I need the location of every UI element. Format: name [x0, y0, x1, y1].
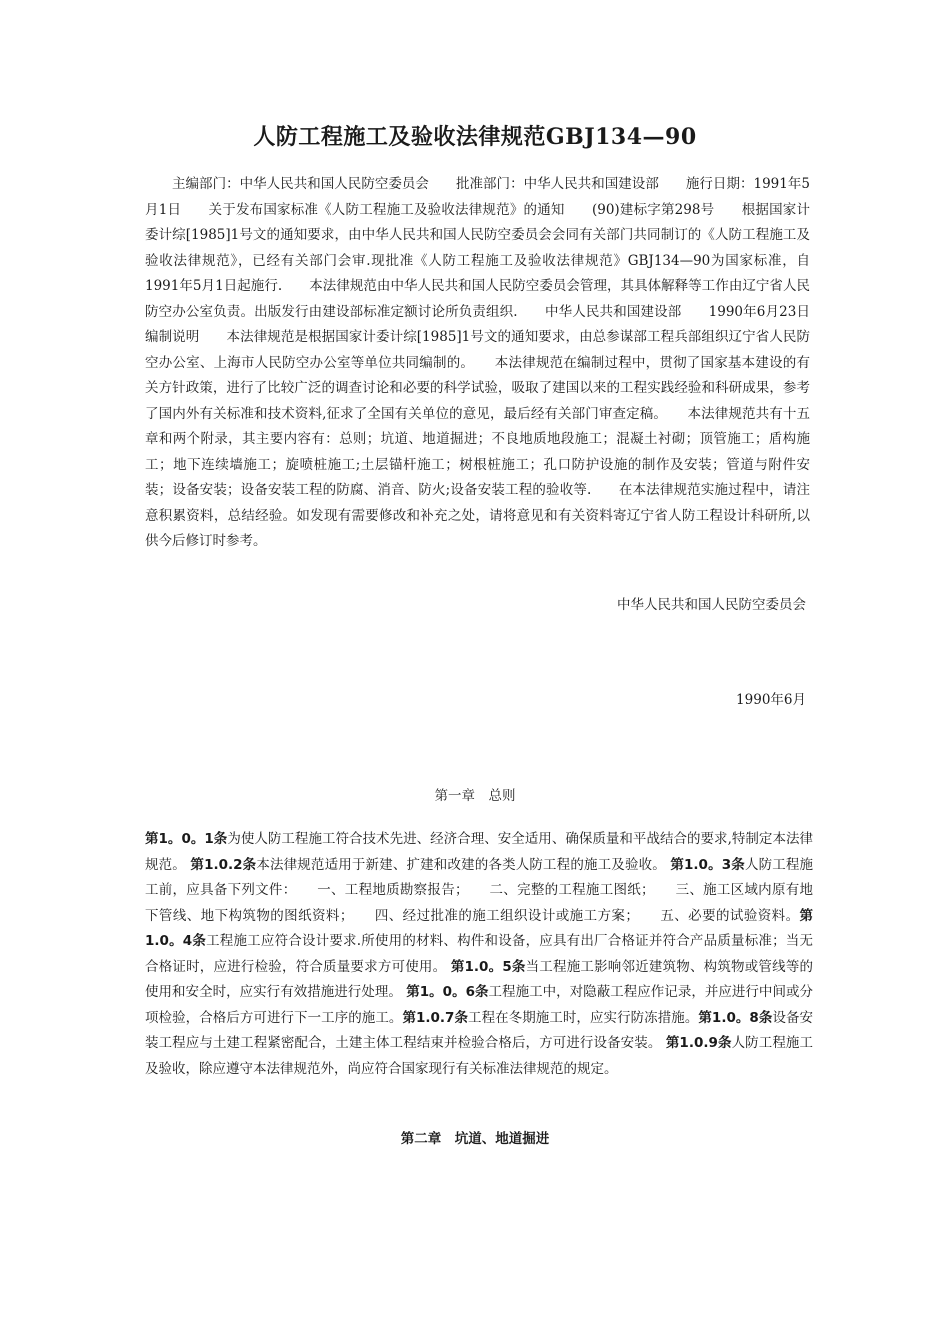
chapter-1-heading: 第一章 总则 — [434, 788, 516, 804]
article-text: 设备安装工程应与土建工程紧密配合，土建主体工程结束并检验合格后，方可进行设备安装。 — [145, 1009, 814, 1051]
document-title: 人防工程施工及验收法律规范GBJ134—90 — [253, 124, 697, 150]
signature-organization: 中华人民共和国人民防空委员会 — [617, 597, 806, 613]
article-label: 第1。0。6条 — [406, 984, 489, 1000]
article-text: 人防工程施工前，应具备下列文件： 一、工程地质勘察报告； 二、完整的工程施工图纸； 三、施工区域内原有地下管线、地下构筑物的图纸资料； 四、经过批准的施工组织设计或施工方案； 五、必要的试验资料。 — [145, 856, 814, 924]
preface-paragraph: 主编部门：中华人民共和国人民防空委员会 批准部门：中华人民共和国建设部 施行日期：1991年5月1日 关于发布国家标准《人防工程施工及验收法律规范》的通知 (90)建标字第298号 根据国家计委计综[1985]1号文的通知要求，由中华人民共和国人民防空委员会会同有关部门共同制订的《人防工程施工及验收法律规范》，已经有关部门会审.现批准《人防工程施工及验收法律规范》GBJ134—90为国家标准，自1991年5月1日起施行. 本法律规范由中华人民共和国人民防空委员会管理，其具体解释等工作由辽宁省人民防空办公室负责。出版发行由建设部标准定额讨论所负责组织. 中华人民共和国建设部 1990年6月23日 编制说明 本法律规范是根据国家计委计综[1985]1号文的通知要求，由总参谋部工程兵部组织辽宁省人民防空办公室、上海市人民防空办公室等单位共同编制的。 本法律规范在编制过程中，贯彻了国家基本建设的有关方针政策，进行了比较广泛的调查讨论和必要的科学试验，吸取了建国以来的工程实践经验和科研成果，参考了国内外有关标准和技术资料,征求了全国有关单位的意见，最后经有关部门审查定稿。 本法律规范共有十五章和两个附录，其主要内容有：总则；坑道、地道掘进；不良地质地段施工；混凝土衬砌；顶管施工；盾构施工；地下连续墙施工；旋喷桩施工;土层锚杆施工；树根桩施工；孔口防护设施的制作及安装；管道与附件安装；设备安装；设备安装工程的防腐、消音、防火;设备安装工程的验收等. 在本法律规范实施过程中，请注意积累资料，总结经验。如发现有需要修改和补充之处，请将意见和有关资料寄辽宁省人防工程设计科研所,以供今后修订时参考。 — [145, 176, 837, 549]
chapter-2-heading: 第二章 坑道、地道掘进 — [400, 1131, 550, 1147]
article-text: 为使人防工程施工符合技术先进、经济合理、安全适用、确保质量和平战结合的要求,特制定本法律规范。 — [145, 831, 813, 873]
article-text: 工程施工中，对隐蔽工程应作记录，并应进行中间或分项检验，合格后方可进行下一工序的施工。 — [145, 984, 813, 1026]
chapter-1-body — [145, 827, 813, 1082]
article-label: 第1.0。5条 — [450, 958, 526, 975]
signature-date: 1990年6月 — [736, 692, 806, 708]
article-text: 当工程施工影响邻近建筑物、构筑物或管线等的使用和安全时，应实行有效措施进行处理。 — [145, 958, 814, 1000]
article-label: 第1.0.7条 — [402, 1009, 469, 1026]
article-text: 工程在冬期施工时，应实行防冻措施。 — [468, 1009, 699, 1026]
article-label: 第1.0.9条 — [665, 1035, 732, 1051]
article-label: 第1.0。3条 — [670, 856, 745, 873]
article-text: 工程施工应符合设计要求.所使用的材料、构件和设备，应具有出厂合格证并符合产品质量标准；当无合格证时，应进行检验，符合质量要求方可使用。 — [145, 933, 813, 975]
article-label: 第1.0。8条 — [698, 1009, 773, 1026]
article-label: 第1.0。4条 — [145, 907, 813, 949]
article-label: 第1。0。1条 — [145, 831, 228, 847]
article-label: 第1.0.2条 — [190, 856, 257, 873]
article-text: 本法律规范适用于新建、扩建和改建的各类人防工程的施工及验收。 — [256, 856, 666, 873]
article-text: 人防工程施工及验收，除应遵守本法律规范外，尚应符合国家现行有关标准法律规范的规定。 — [145, 1035, 814, 1077]
